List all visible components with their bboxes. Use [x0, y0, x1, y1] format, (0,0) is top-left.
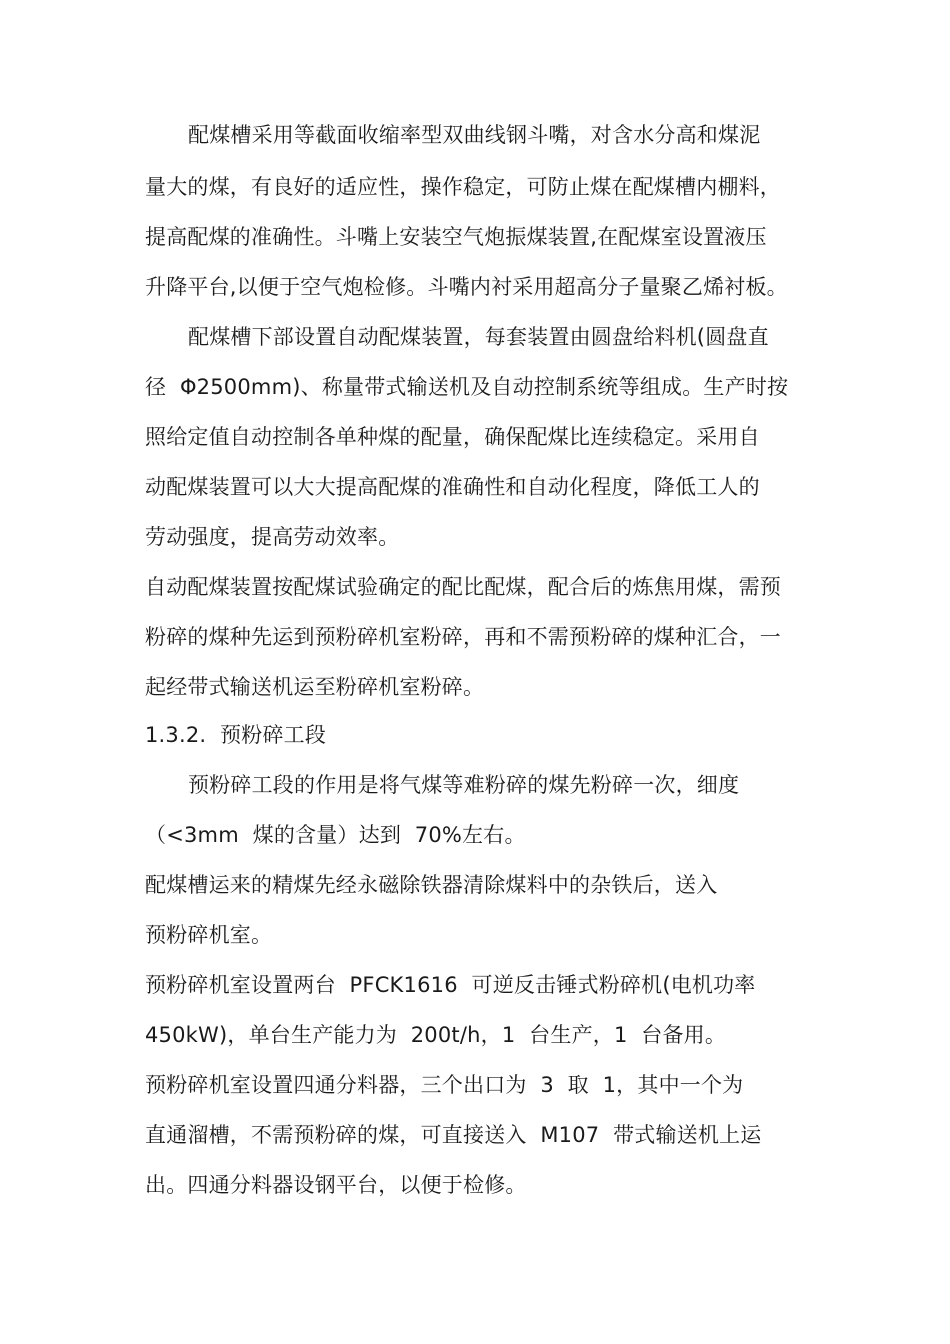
- paragraph-1-line-2: 量大的煤，有良好的适应性，操作稳定，可防止煤在配煤槽内棚料，: [145, 175, 781, 199]
- paragraph-2-line-3: 照给定值自动控制各单种煤的配量，确保配煤比连续稳定。采用自: [145, 425, 760, 449]
- paragraph-7-line-3: 出。四通分料器设钢平台，以便于检修。: [145, 1173, 527, 1197]
- paragraph-7-line-2: 直通溜槽，不需预粉碎的煤，可直接送入 M107 带式输送机上运: [145, 1123, 762, 1147]
- paragraph-2-line-5: 劳动强度，提高劳动效率。: [145, 525, 400, 549]
- paragraph-2-line-1: 配煤槽下部设置自动配煤装置，每套装置由圆盘给料机(圆盘直: [188, 325, 769, 349]
- paragraph-5-line-2: 预粉碎机室。: [145, 923, 273, 947]
- section-heading: 1.3.2. 预粉碎工段: [145, 723, 327, 747]
- paragraph-4-line-1: 预粉碎工段的作用是将气煤等难粉碎的煤先粉碎一次，细度: [188, 773, 740, 797]
- paragraph-1-line-4: 升降平台,以便于空气炮检修。斗嘴内衬采用超高分子量聚乙烯衬板。: [145, 275, 788, 299]
- paragraph-3-line-2: 粉碎的煤种先运到预粉碎机室粉碎，再和不需预粉碎的煤种汇合，一: [145, 625, 781, 649]
- paragraph-1-line-3: 提高配煤的准确性。斗嘴上安装空气炮振煤装置,在配煤室设置液压: [145, 225, 767, 249]
- paragraph-5-line-1: 配煤槽运来的精煤先经永磁除铁器清除煤料中的杂铁后，送入: [145, 873, 718, 897]
- paragraph-2-line-2: 径 Φ2500mm)、称量带式输送机及自动控制系统等组成。生产时按: [145, 375, 789, 399]
- paragraph-1-line-1: 配煤槽采用等截面收缩率型双曲线钢斗嘴，对含水分高和煤泥: [188, 123, 761, 147]
- paragraph-4-line-2: （<3mm 煤的含量）达到 70%左右。: [145, 823, 526, 847]
- paragraph-3-line-3: 起经带式输送机运至粉碎机室粉碎。: [145, 675, 485, 699]
- paragraph-6-line-1: 预粉碎机室设置两台 PFCK1616 可逆反击锤式粉碎机(电机功率: [145, 973, 756, 997]
- paragraph-6-line-2: 450kW)，单台生产能力为 200t/h，1 台生产，1 台备用。: [145, 1023, 727, 1047]
- paragraph-2-line-4: 动配煤装置可以大大提高配煤的准确性和自动化程度，降低工人的: [145, 475, 760, 499]
- paragraph-7-line-1: 预粉碎机室设置四通分料器，三个出口为 3 取 1，其中一个为: [145, 1073, 744, 1097]
- paragraph-3-line-1: 自动配煤装置按配煤试验确定的配比配煤，配合后的炼焦用煤，需预: [145, 575, 781, 599]
